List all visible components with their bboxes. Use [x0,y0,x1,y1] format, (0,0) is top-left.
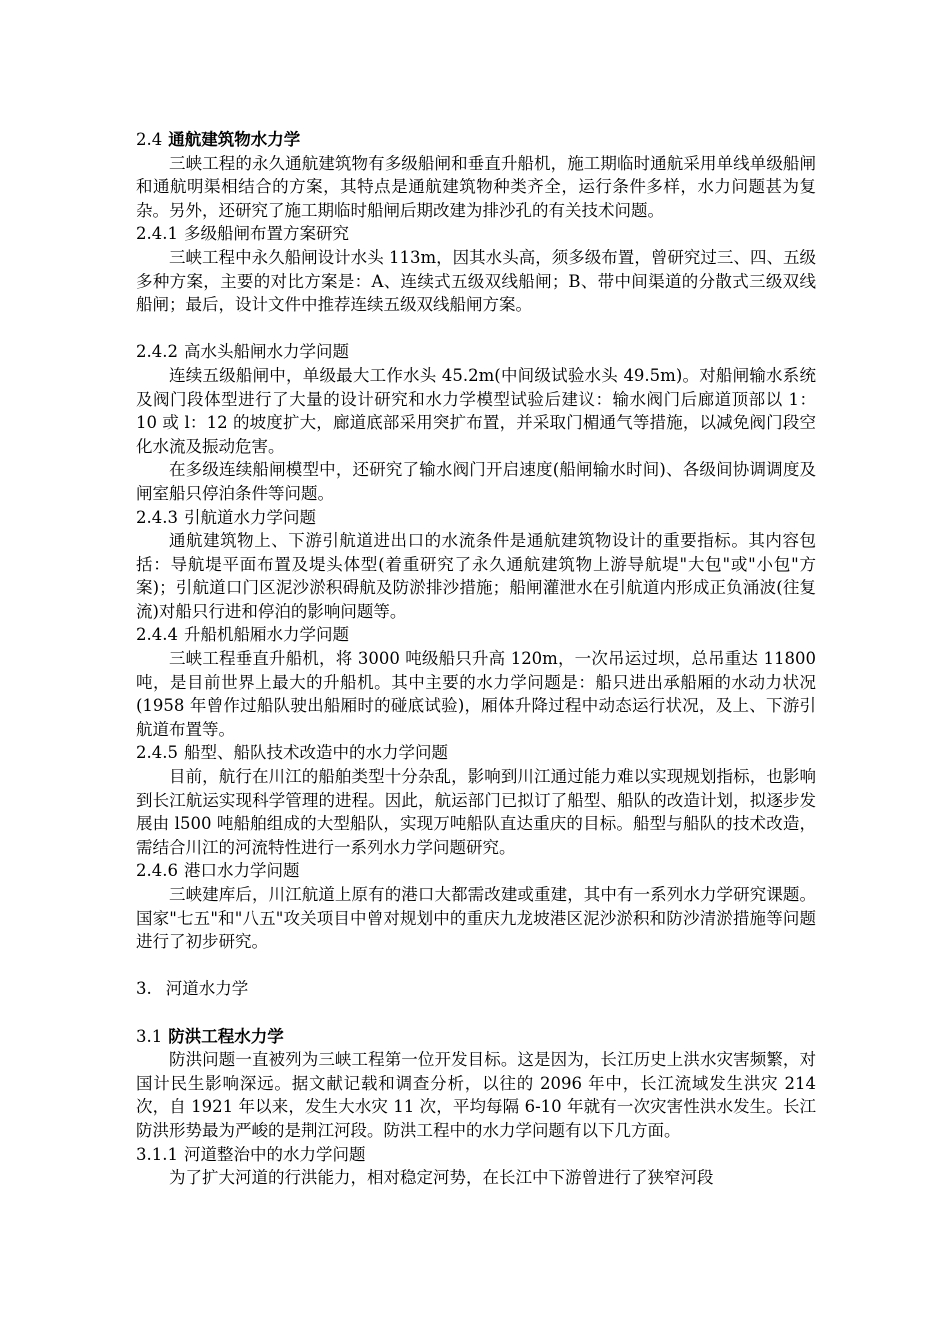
paragraph: 目前，航行在川江的船舶类型十分杂乱，影响到川江通过能力难以实现规划指标，也影响到长江航运实现科学管理的进程。因此，航运部门已拟订了船型、船队的改造计划，拟逐步发展由 l500 吨船舶组成的大型船队，实现万吨船队直达重庆的目标。船型与船队的技术改造，需结合川江的河流特性进行一系列水力学问题研究。 [136,767,816,857]
heading-title: 防洪工程水力学 [168,1026,284,1046]
heading-number: 2.4.4 [136,625,178,645]
heading-number: 2.4.6 [136,861,178,881]
paragraph: 连续五级船闸中，单级最大工作水头 45.2m(中间级试验水头 49.5m)。对船闸输水系统及阀门段体型进行了大量的设计研究和水力学模型试验后建议：输水阀门后廊道顶部以 1：10 或 l：12 的坡度扩大，廊道底部采用突扩布置，并采取门楣通气等措施，以减免阀门段空化水流及振动危害。 [136,365,816,456]
heading-title: 河道整治中的水力学问题 [183,1144,366,1164]
heading-2-4-4 [136,623,816,647]
paragraph: 三峡建库后，川江航道上原有的港口大都需改建或重建，其中有一系列水力学研究课题。国家"七五"和"八五"攻关项目中曾对规划中的重庆九龙坡港区泥沙淤积和防沙清淤措施等问题进行了初步研究。 [136,885,816,952]
heading-title: 引航道水力学问题 [183,507,316,527]
heading-number: 2.4.5 [136,743,178,763]
heading-title: 高水头船闸水力学问题 [183,342,349,362]
heading-3 [136,977,816,1001]
heading-number: 2.4.2 [136,342,178,362]
heading-number: 2.4.3 [136,507,178,527]
paragraph: 三峡工程垂直升船机，将 3000 吨级船只升高 120m，一次吊运过坝，总吊重达 11800 吨，是目前世界上最大的升船机。其中主要的水力学问题是：船只进出承船厢的水动力状况(1958 年曾作过船队驶出船厢时的碰底试验)，厢体升降过程中动态运行状况，及上、下游引航道布置等。 [136,649,816,739]
paragraph: 三峡工程中永久船闸设计水头 113m，因其水头高，须多级布置，曾研究过三、四、五级多种方案，主要的对比方案是：A、连续式五级双线船闸；B、带中间渠道的分散式三级双线船闸；最后，设计文件中推荐连续五级双线船闸方案。 [136,247,816,315]
heading-number: 3.1 [136,1026,163,1046]
blank-line [136,954,816,978]
heading-title: 升船机船厢水力学问题 [183,625,349,645]
heading-title: 船型、船队技术改造中的水力学问题 [183,743,448,763]
heading-2-4 [136,128,816,152]
paragraph: 三峡工程的永久通航建筑物有多级船闸和垂直升船机，施工期临时通航采用单线单级船闸和通航明渠相结合的方案，其特点是通航建筑物种类齐全，运行条件多样，水力问题甚为复杂。另外，还研究了施工期临时船闸后期改建为排沙孔的有关技术问题。 [136,153,816,220]
heading-2-4-2 [136,340,816,364]
heading-number: 2.4 [136,130,163,149]
heading-2-4-3 [136,506,816,530]
document-page [136,128,816,1190]
heading-title: 港口水力学问题 [183,861,300,881]
heading-title: 通航建筑物水力学 [168,130,301,149]
heading-2-4-5 [136,741,816,765]
heading-title: 多级船闸布置方案研究 [183,224,349,244]
heading-title: 河道水力学 [165,979,249,999]
heading-3-1 [136,1025,816,1049]
heading-3-1-1 [136,1143,816,1167]
heading-number: 3. [136,979,152,999]
paragraph: 防洪问题一直被列为三峡工程第一位开发目标。这是因为，长江历史上洪水灾害频繁，对国计民生影响深远。据文献记载和调查分析，以往的 2096 年中，长江流域发生洪灾 214 次，自 1921 年以来，发生大水灾 11 次，平均每隔 6-10 年就有一次灾害性洪水发生。长江防洪形势最为严峻的是荆江河段。防洪工程中的水力学问题有以下几方面。 [136,1050,816,1140]
paragraph: 在多级连续船闸模型中，还研究了输水阀门开启速度(船闸输水时间)、各级间协调调度及闸室船只停泊条件等问题。 [136,460,816,503]
blank-line [136,317,816,341]
heading-number: 2.4.1 [136,224,178,244]
heading-2-4-1 [136,222,816,246]
heading-number: 3.1.1 [136,1144,178,1164]
heading-2-4-6 [136,859,816,883]
paragraph: 通航建筑物上、下游引航道进出口的水流条件是通航建筑物设计的重要指标。其内容包括：导航堤平面布置及堤头体型(着重研究了永久通航建筑物上游导航堤"大包"或"小包"方案)；引航道口门区泥沙淤积碍航及防淤排沙措施；船闸灌泄水在引航道内形成正负涌波(往复流)对船只行进和停泊的影响问题等。 [136,531,816,621]
blank-line [136,1001,816,1025]
paragraph: 为了扩大河道的行洪能力，相对稳定河势，在长江中下游曾进行了狭窄河段 [169,1168,714,1188]
